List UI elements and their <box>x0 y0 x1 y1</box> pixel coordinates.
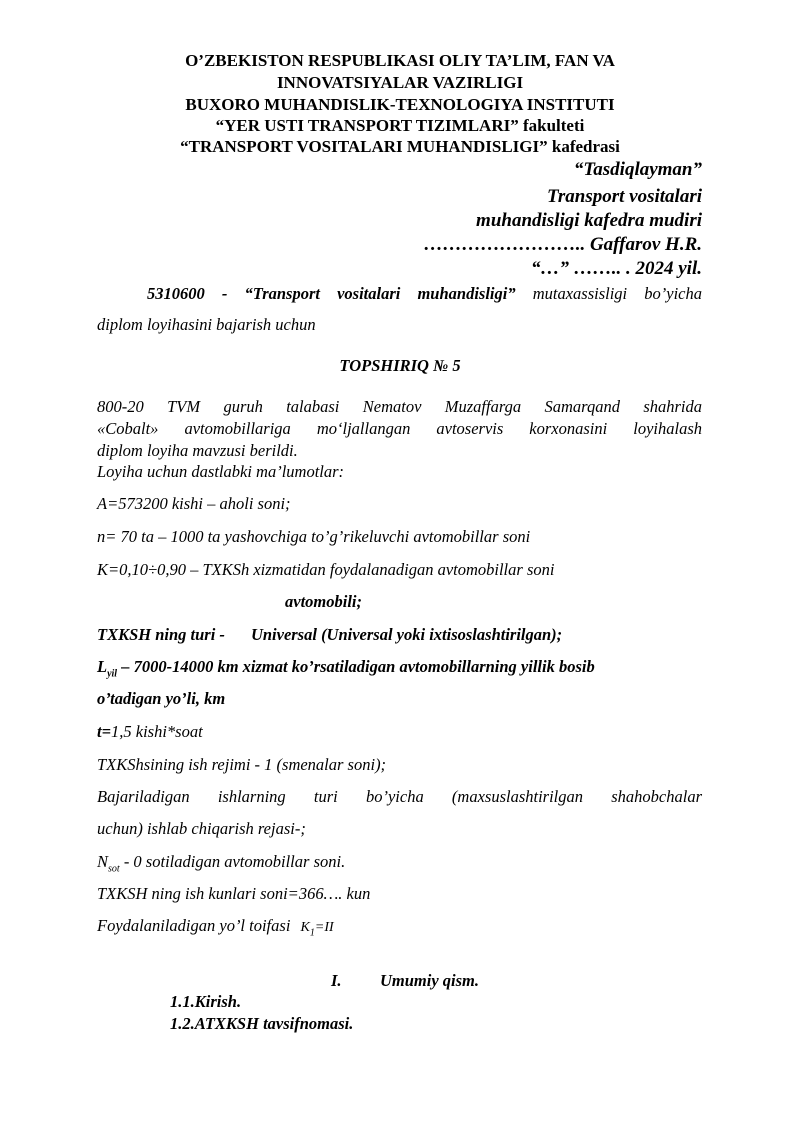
intro-line3: diplom loyiha mavzusi berildi. <box>97 441 298 460</box>
nsot-symbol: N <box>97 852 109 871</box>
road-category-subscript: 1 <box>309 927 315 939</box>
nsot-text: - 0 sotiladigan avtomobillar soni. <box>119 852 346 871</box>
param-population: A=573200 kishi – aholi soni; <box>97 494 291 513</box>
mileage-text: – 7000-14000 km xizmat ko’rsatiladigan avtomobillarning yillik bosib <box>117 657 595 676</box>
approval-date: “…” …….. . 2024 yil. <box>531 258 702 279</box>
section-item-description: 1.2.ATXKSH tavsifnomasi. <box>170 1014 354 1033</box>
param-txksh-type <box>97 625 562 645</box>
road-category-value: =II <box>314 920 334 935</box>
assignment-title: TOPSHIRIQ № 5 <box>339 356 461 375</box>
nsot-subscript: sot <box>108 863 120 875</box>
specialty-purpose: diplom loyihasini bajarish uchun <box>97 315 316 334</box>
approval-position-line1: Transport vositalari <box>546 186 702 207</box>
labor-symbol: t= <box>97 722 111 741</box>
ministry-title-line1: O’ZBEKISTON RESPUBLIKASI OLIY TA’LIM, FAN VA <box>185 51 615 70</box>
section-title: Umumiy qism. <box>380 971 480 990</box>
faculty-name: “YER USTI TRANSPORT TIZIMLARI” fakulteti <box>215 116 585 135</box>
param-cars-sold <box>97 852 346 875</box>
ministry-title-line2: INNOVATSIYALAR VAZIRLIGI <box>276 73 524 92</box>
road-category-symbol: K <box>300 920 310 935</box>
department-name: “TRANSPORT VOSITALARI MUHANDISLIGI” kafedrasi <box>180 137 620 156</box>
param-annual-mileage <box>97 657 595 680</box>
param-annual-mileage-line2: o’tadigan yo’li, km <box>97 689 226 708</box>
section-item-introduction: 1.1.Kirish. <box>170 992 242 1011</box>
param-road-category <box>97 916 334 939</box>
param-production-plan-line2: uchun) ishlab chiqarish rejasi-; <box>97 819 306 838</box>
approval-heading: “Tasdiqlayman” <box>573 159 702 180</box>
road-category-label: Foydalaniladigan yo’l toifasi <box>97 916 291 935</box>
section-numeral: I. <box>331 971 342 990</box>
specialty-code: 5310600 - “Transport vositalari muhandisligi” <box>147 284 516 303</box>
param-k-coefficient: K=0,10÷0,90 – TXKSh xizmatidan foydalanadigan avtomobillar soni <box>97 560 555 579</box>
initial-data-heading: Loyiha uchun dastlabki ma’lumotlar: <box>97 462 345 481</box>
intro-line2: «Cobalt» avtomobillariga mo‘ljallangan avtoservis korxonasini loyihalash <box>97 419 702 438</box>
specialty-text: mutaxassisligi bo’yicha <box>515 284 702 303</box>
param-working-days: TXKSH ning ish kunlari soni=366…. kun <box>97 884 371 903</box>
param-labor <box>97 722 203 742</box>
approval-signature: …………………….. Gaffarov H.R. <box>423 234 702 255</box>
intro-line1: 800-20 TVM guruh talabasi Nematov Muzaffarga Samarqand shahrida <box>97 397 702 416</box>
labor-value: 1,5 kishi*soat <box>111 722 203 741</box>
txksh-type-label: TXKSH ning turi - <box>97 625 225 644</box>
param-avtomobili: avtomobili; <box>285 592 362 611</box>
approval-position-line2: muhandisligi kafedra mudiri <box>476 210 702 231</box>
txksh-type-value: Universal (Universal yoki ixtisoslashtirilgan); <box>250 625 563 644</box>
param-production-plan-line1: Bajariladigan ishlarning turi bo’yicha (maxsuslashtirilgan shahobchalar <box>97 787 702 806</box>
specialty-line <box>147 284 702 304</box>
param-work-regime: TXKShsining ish rejimi - 1 (smenalar soni); <box>97 755 387 774</box>
param-cars-per-1000: n= 70 ta – 1000 ta yashovchiga to’g’rikeluvchi avtomobillar soni <box>97 527 531 546</box>
institute-name: BUXORO MUHANDISLIK-TEXNOLOGIYA INSTITUTI <box>185 95 615 114</box>
mileage-subscript: yil <box>107 668 118 680</box>
mileage-symbol: L <box>97 657 108 676</box>
